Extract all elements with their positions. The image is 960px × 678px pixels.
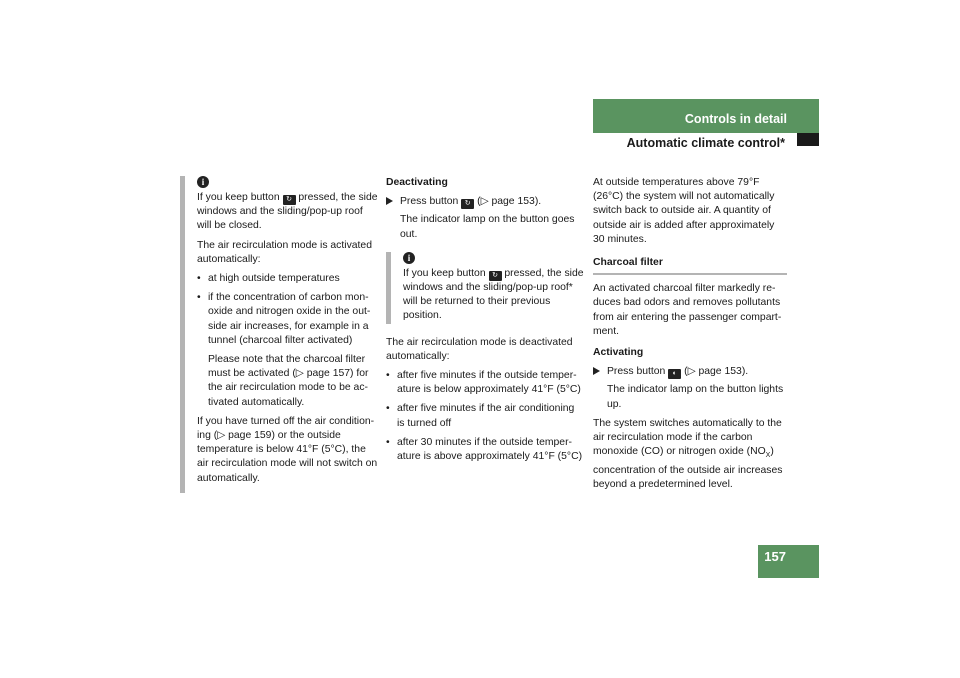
header-accent (797, 133, 819, 146)
column-2 (386, 176, 584, 469)
step-arrow-icon (386, 197, 393, 205)
list-item: • if the concentration of carbon mon-oxide and nitrogen oxide in the out-side air increases, for example in a tunnel (charcoal filter activated) Please note that the charcoal filter must be activated (▷ page 157) for the air recirculation mode to be ac-tivated automatically. (197, 291, 378, 410)
paragraph: At outside temperatures above 79°F (26°C) the system will not automatically switch back to outside air. A quantity of outside air is added after approximately 30 minutes. (593, 177, 775, 245)
recirculation-button-icon: ↻ (461, 199, 474, 209)
note-text: If you have turned off the air condition-ing (▷ page 159) or the outside temperature is below 41°F (5°C), the air recirculation mode will not switch on automatically. (197, 415, 378, 484)
page-reference[interactable]: page 157 (306, 368, 351, 380)
bullet-list (197, 272, 378, 410)
note-bar (386, 252, 391, 324)
note-bar (180, 176, 185, 493)
step-arrow-icon (593, 367, 600, 375)
page-number: 157 (764, 549, 786, 564)
activating-heading: Activating (593, 347, 644, 359)
deactivating-heading: Deactivating (386, 177, 448, 188)
note-text: The air recirculation mode is activated automatically: (197, 239, 372, 265)
info-icon: i (403, 252, 415, 264)
column-3 (593, 176, 787, 497)
paragraph: The air recirculation mode is deactivated automatically: (386, 336, 573, 362)
step-result: The indicator lamp on the button goes out. (400, 214, 575, 240)
paragraph: An activated charcoal filter markedly re-duces bad odors and removes pollutants from air entering the passenger compart-ment. (593, 283, 782, 337)
info-note-1 (180, 176, 378, 493)
info-note-2: i If you keep button ↻ pressed, the side windows and the sliding/pop-up roof* will be returned to their previous position. (386, 252, 584, 324)
note-text: If you keep button (197, 192, 280, 203)
bullet-list (386, 369, 584, 464)
charcoal-filter-heading: Charcoal filter (593, 256, 787, 275)
step-result: The indicator lamp on the button lights up. (607, 384, 784, 410)
instruction-step: Press button ◐ (▷ page 153). (593, 365, 787, 379)
recirculation-button-icon: ↻ (489, 271, 502, 281)
list-item: • after 30 minutes if the outside temper-ature is above approximately 41°F (5°C) (386, 436, 584, 464)
list-item: • after five minutes if the air conditioning is turned off (386, 402, 584, 430)
info-icon: i (197, 176, 209, 188)
subsection-title: Automatic climate control* (626, 136, 785, 150)
section-title: Controls in detail (684, 112, 787, 126)
note-text: pressed, the side windows and the sliding/pop-up roof will be closed. (197, 192, 378, 232)
page-reference[interactable]: page 159 (228, 430, 272, 442)
list-item: • after five minutes if the outside temper-ature is below approximately 41°F (5°C) (386, 369, 584, 397)
paragraph: The system switches automatically to the air recirculation mode if the carbon monoxide (CO) or nitrogen oxide $(NO_X)$ concentration of the outside air increases beyond a predetermined level. (593, 417, 783, 490)
page-reference[interactable]: page 153 (491, 196, 535, 208)
list-item: • at high outside temperatures (197, 272, 378, 286)
column-1 (180, 176, 378, 493)
charcoal-filter-button-icon: ◐ (668, 369, 681, 379)
instruction-step: Press button ↻ (▷ page 153). (386, 195, 584, 209)
recirculation-button-icon: ↻ (283, 195, 296, 205)
page-reference[interactable]: page 153 (698, 366, 742, 378)
